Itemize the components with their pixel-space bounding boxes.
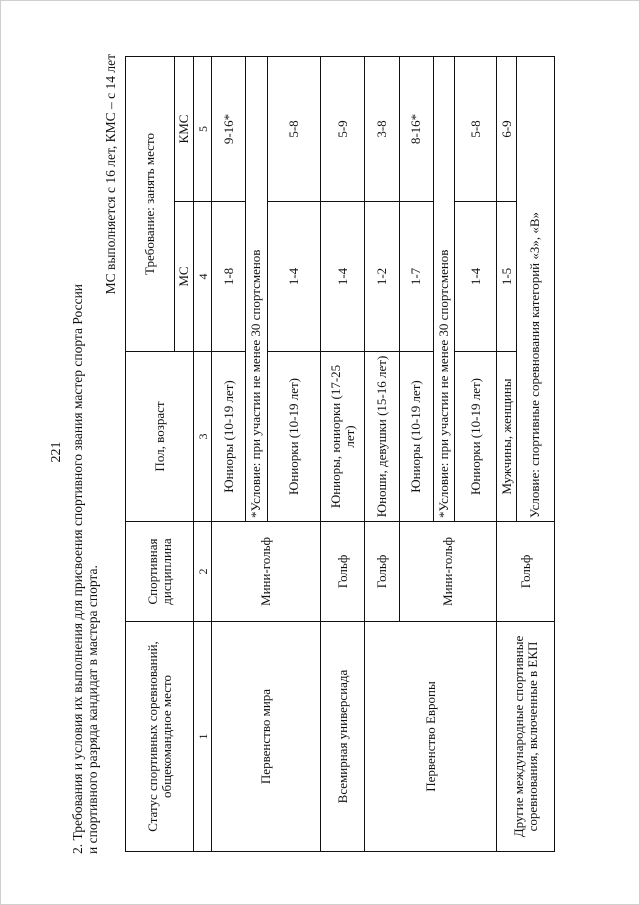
header-ms: МС bbox=[174, 202, 193, 352]
age-note: МС выполняется с 16 лет, КМС – с 14 лет bbox=[103, 54, 118, 295]
document-heading bbox=[70, 64, 100, 854]
ms-cell: 1-4 bbox=[320, 202, 365, 352]
heading-line-2: и спортивного разряда кандидат в мастера спорта. bbox=[85, 565, 100, 854]
ms-cell: 1-7 bbox=[399, 202, 433, 352]
header-requirement: Требование: занять место bbox=[126, 56, 175, 351]
column-number: 5 bbox=[194, 56, 212, 201]
kms-cell: 3-8 bbox=[365, 56, 399, 201]
discipline-cell: Мини-гольф bbox=[399, 522, 497, 622]
kms-cell: 8-16* bbox=[399, 56, 433, 201]
ms-cell: 1-2 bbox=[365, 202, 399, 352]
condition-cell: Условие: спортивные соревнования категорий «З», «В» bbox=[516, 56, 554, 521]
header-sex-age: Пол, возраст bbox=[126, 352, 194, 522]
header-discipline: Спортивная дисциплина bbox=[126, 522, 194, 622]
sex-age-cell: Юноши, девушки (15-16 лет) bbox=[365, 352, 399, 522]
kms-cell: 6-9 bbox=[497, 56, 516, 201]
sex-age-cell: Юниорки (10-19 лет) bbox=[267, 352, 320, 522]
page-number: 221 bbox=[49, 441, 64, 463]
sex-age-cell: Мужчины, женщины bbox=[497, 352, 516, 522]
table-row bbox=[212, 56, 246, 851]
table-row bbox=[497, 56, 516, 851]
ms-cell: 1-4 bbox=[454, 202, 497, 352]
column-number: 1 bbox=[194, 622, 212, 852]
status-cell: Первенство мира bbox=[212, 622, 321, 852]
ms-cell: 1-4 bbox=[267, 202, 320, 352]
heading-line-1: 2. Требования и условия их выполнения для присвоения спортивного звания мастер спорта России bbox=[70, 283, 85, 854]
sex-age-cell: Юниоры, юниорки (17-25 лет) bbox=[320, 352, 365, 522]
rotated-page-content bbox=[47, 42, 607, 862]
requirements-table bbox=[125, 56, 555, 852]
sex-age-cell: Юниоры (10-19 лет) bbox=[212, 352, 246, 522]
kms-cell: 9-16* bbox=[212, 56, 246, 201]
column-number: 2 bbox=[194, 522, 212, 622]
discipline-cell: Гольф bbox=[320, 522, 365, 622]
condition-cell: *Условие: при участии не менее 30 спортсменов bbox=[246, 56, 267, 521]
column-number: 4 bbox=[194, 202, 212, 352]
kms-cell: 5-8 bbox=[267, 56, 320, 201]
table-header-row bbox=[126, 56, 175, 851]
condition-cell: *Условие: при участии не менее 30 спортсменов bbox=[433, 56, 454, 521]
discipline-cell: Гольф bbox=[497, 522, 555, 622]
discipline-cell: Мини-гольф bbox=[212, 522, 321, 622]
column-number: 3 bbox=[194, 352, 212, 522]
table-row bbox=[320, 56, 365, 851]
header-status: Статус спортивных соревнований, общекомандное место bbox=[126, 622, 194, 852]
kms-cell: 5-9 bbox=[320, 56, 365, 201]
sex-age-cell: Юниорки (10-19 лет) bbox=[454, 352, 497, 522]
table-row bbox=[365, 56, 399, 851]
header-kms: КМС bbox=[174, 56, 193, 201]
ms-cell: 1-8 bbox=[212, 202, 246, 352]
status-cell: Всемирная универсиада bbox=[320, 622, 365, 852]
status-cell: Другие международные спортивные соревнования, включенные в ЕКП bbox=[497, 622, 555, 852]
sex-age-cell: Юниоры (10-19 лет) bbox=[399, 352, 433, 522]
discipline-cell: Гольф bbox=[365, 522, 399, 622]
ms-cell: 1-5 bbox=[497, 202, 516, 352]
column-number-row bbox=[194, 56, 212, 851]
kms-cell: 5-8 bbox=[454, 56, 497, 201]
status-cell: Первенство Европы bbox=[365, 622, 497, 852]
